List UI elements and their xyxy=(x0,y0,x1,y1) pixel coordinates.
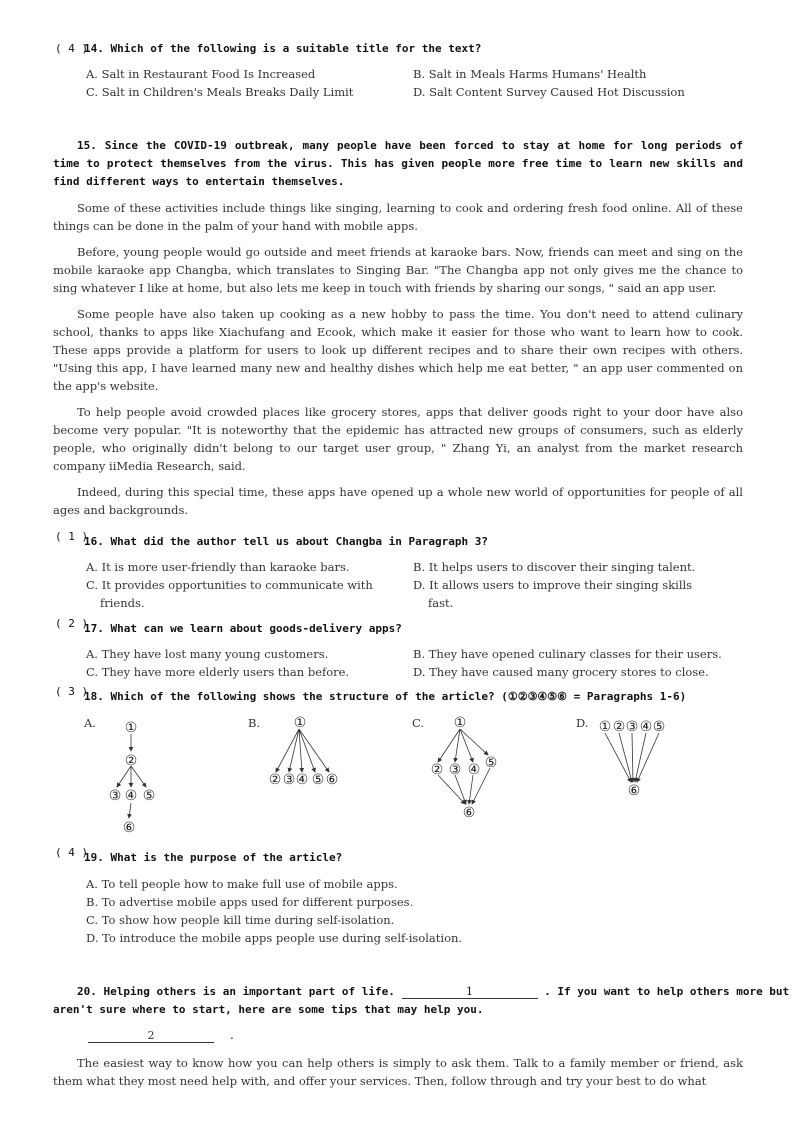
q17-option-d[interactable]: D. They have caused many grocery stores to close. xyxy=(413,665,709,679)
d-node-5: ⑤ xyxy=(652,719,666,735)
c-node-3: ③ xyxy=(448,762,462,778)
paragraph-5: Indeed, during this special time, these apps have opened up a whole new world of opportunities for people of all ages and backgrounds. xyxy=(53,485,743,517)
b-node-5: ⑤ xyxy=(311,772,325,788)
a-node-2: ② xyxy=(124,753,138,769)
c-node-2: ② xyxy=(430,762,444,778)
p20-paragraph: The easiest way to know how you can help others is simply to ask them. Talk to a family member or friend, ask them what they most need help with, and offer your services. Then, follow through and try your best to do what xyxy=(53,1056,743,1088)
q16-option-b[interactable]: B. It helps users to discover their singing talent. xyxy=(413,560,696,574)
b-node-3: ③ xyxy=(282,772,296,788)
q14-option-b[interactable]: B. Salt in Meals Harms Humans' Health xyxy=(413,67,647,81)
b-node-1: ① xyxy=(293,715,307,731)
p20-part2: . If you want to help others more but xyxy=(544,985,790,998)
paragraph-3: Some people have also taken up cooking as a new hobby to pass the time. You don't need to attend culinary school, thanks to apps like Xiachufang and Ecook, which make it easier for those who want to learn how to cook. These apps provide a platform for users to look up different recipes and to share their own recipes with others. "Using this app, I have learned many new and healthy dishes which help me eat better, " an app user commented on the app's website. xyxy=(53,307,743,393)
q18-number: ( 3 ) xyxy=(55,685,89,698)
q18-option-d-label[interactable]: D. xyxy=(576,716,589,730)
q18-option-a-label[interactable]: A. xyxy=(84,716,96,730)
c-node-1: ① xyxy=(453,715,467,731)
b-node-2: ② xyxy=(268,772,282,788)
q16-option-c-cont: friends. xyxy=(100,596,145,610)
q19-number: ( 4 ) xyxy=(55,846,89,859)
q18-option-b-label[interactable]: B. xyxy=(248,716,261,730)
q16-stem: 16. What did the author tell us about Changba in Paragraph 3? xyxy=(84,535,488,548)
q17-stem: 17. What can we learn about goods-delivery apps? xyxy=(84,622,402,635)
d-node-3: ③ xyxy=(625,719,639,735)
q17-option-b[interactable]: B. They have opened culinary classes for their users. xyxy=(413,647,722,661)
blank-1[interactable]: 1 xyxy=(402,985,538,999)
passage-intro: 15. Since the COVID-19 outbreak, many people have been forced to stay at home for long periods of time to protect themselves from the virus. This has given people more free time to learn new skills and find different ways to entertain themselves. xyxy=(53,139,743,188)
q16-option-d-cont: fast. xyxy=(428,596,454,610)
diagram-nodes xyxy=(109,715,666,836)
q17-option-a[interactable]: A. They have lost many young customers. xyxy=(86,647,329,661)
d-node-1: ① xyxy=(598,719,612,735)
p20-period: . xyxy=(228,1029,236,1042)
paragraph-2: Before, young people would go outside and meet friends at karaoke bars. Now, friends can meet and sing on the mobile karaoke app Changba, which translates to Singing Bar. "The Changba app not only gives me the chance to sing whatever I like at home, but also lets me keep in touch with friends by sharing our songs, " said an app user. xyxy=(53,245,743,295)
p20-part1: 20. Helping others is an important part of life. xyxy=(77,985,395,998)
q19-option-a[interactable]: A. To tell people how to make full use of mobile apps. xyxy=(86,877,398,891)
q14-stem: 14. Which of the following is a suitable title for the text? xyxy=(84,42,482,55)
q18-stem: 18. Which of the following shows the structure of the article? (①②③④⑤⑥ = Paragraphs 1-6) xyxy=(84,690,687,703)
p20-line3 xyxy=(88,1029,235,1043)
a-node-6: ⑥ xyxy=(122,820,136,836)
q19-option-d[interactable]: D. To introduce the mobile apps people use during self-isolation. xyxy=(86,931,463,945)
a-node-5: ⑤ xyxy=(142,788,156,804)
diagram-arrows xyxy=(117,729,659,818)
q17-option-c[interactable]: C. They have more elderly users than before. xyxy=(86,665,350,679)
c-node-4: ④ xyxy=(467,762,481,778)
b-node-4: ④ xyxy=(295,772,309,788)
q16-option-d[interactable]: D. It allows users to improve their singing skills xyxy=(413,578,693,592)
q14-option-a[interactable]: A. Salt in Restaurant Food Is Increased xyxy=(86,67,316,81)
p20-body xyxy=(53,1054,743,1090)
a-node-4: ④ xyxy=(124,788,138,804)
q19-stem: 19. What is the purpose of the article? xyxy=(84,851,343,864)
paragraph-4: To help people avoid crowded places like grocery stores, apps that deliver goods right to your door have also become very popular. "It is noteworthy that the epidemic has attracted new groups of consumers, such as elderly people, who originally didn't belong to our target user group, " Zhang Yi, an analyst from the market research company iiMedia Research, said. xyxy=(53,405,743,473)
a-node-1: ① xyxy=(124,720,138,736)
c-node-5: ⑤ xyxy=(484,755,498,771)
d-node-4: ④ xyxy=(639,719,653,735)
q14-option-d[interactable]: D. Salt Content Survey Caused Hot Discussion xyxy=(413,85,685,99)
q16-option-c[interactable]: C. It provides opportunities to communicate with xyxy=(86,578,373,592)
q17-number: ( 2 ) xyxy=(55,617,89,630)
q16-option-a[interactable]: A. It is more user-friendly than karaoke bars. xyxy=(86,560,350,574)
d-node-2: ② xyxy=(612,719,626,735)
q14-option-c[interactable]: C. Salt in Children's Meals Breaks Daily Limit xyxy=(86,85,354,99)
blank-2[interactable]: 2 xyxy=(88,1029,214,1043)
c-node-6: ⑥ xyxy=(462,805,476,821)
q18-option-c-label[interactable]: C. xyxy=(412,716,425,730)
d-node-6: ⑥ xyxy=(627,783,641,799)
q19-option-c[interactable]: C. To show how people kill time during self-isolation. xyxy=(86,913,395,927)
paragraph-1: Some of these activities include things like singing, learning to cook and ordering fresh food online. All of these things can be done in the palm of your hand with mobile apps. xyxy=(53,201,743,233)
p20-line2: aren't sure where to start, here are some tips that may help you. xyxy=(53,1003,484,1016)
b-node-6: ⑥ xyxy=(325,772,339,788)
q16-number: ( 1 ) xyxy=(55,530,89,543)
a-node-3: ③ xyxy=(108,788,122,804)
q14-number: ( 4 ) xyxy=(55,42,89,55)
p20-line1 xyxy=(77,985,789,999)
q19-option-b[interactable]: B. To advertise mobile apps used for different purposes. xyxy=(86,895,414,909)
